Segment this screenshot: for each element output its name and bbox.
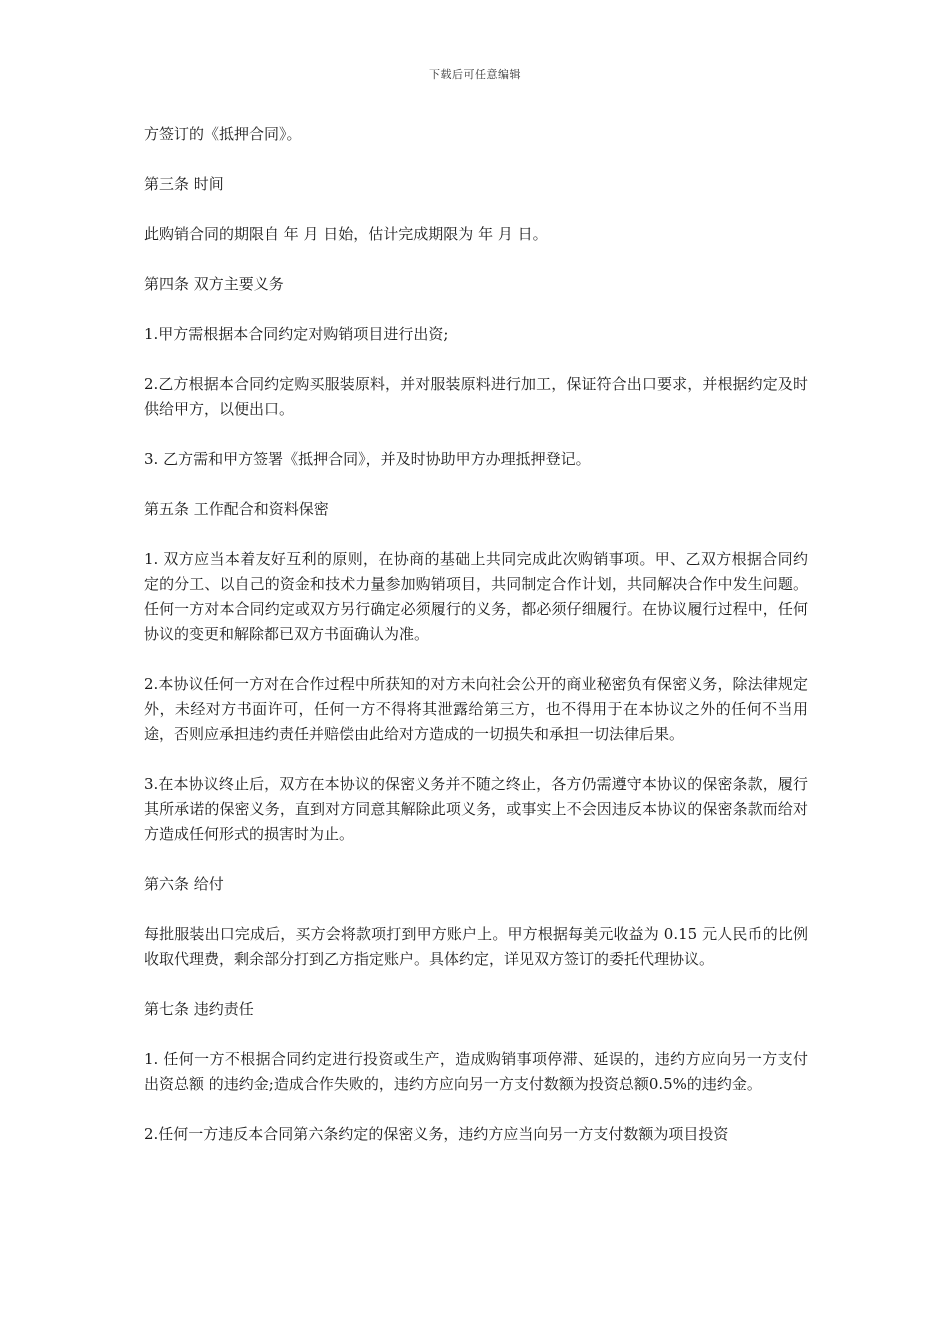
section-heading-obligations: 第四条 双方主要义务 (144, 275, 284, 293)
paragraph-liability-1: 1. 任何一方不根据合同约定进行投资或生产，造成购销事项停滞、延误的，违约方应向另一方支付出资总额 的违约金;造成合作失败的，违约方应向另一方支付数额为投资总额0.5%的违约金。 (144, 1050, 808, 1093)
paragraph-term: 此购销合同的期限自 年 月 日始，估计完成期限为 年 月 日。 (144, 225, 548, 243)
paragraph-confidentiality-3: 3.在本协议终止后，双方在本协议的保密义务并不随之终止，各方仍需遵守本协议的保密条款，履行其所承诺的保密义务，直到对方同意其解除此项义务，或事实上不会因违反本协议的保密条款而给对方造成任何形式的损害时为止。 (144, 775, 808, 843)
section-heading-liability: 第七条 违约责任 (144, 1000, 254, 1018)
paragraph-confidentiality-2: 2.本协议任何一方对在合作过程中所获知的对方未向社会公开的商业秘密负有保密义务，除法律规定外，未经对方书面许可，任何一方不得将其泄露给第三方，也不得用于在本协议之外的任何不当用途，否则应承担违约责任并赔偿由此给对方造成的一切损失和承担一切法律后果。 (144, 675, 808, 743)
document-body (144, 122, 808, 1172)
paragraph-obligation-1: 1.甲方需根据本合同约定对购销项目进行出资; (144, 325, 449, 343)
paragraph-liability-2: 2.任何一方违反本合同第六条约定的保密义务，违约方应当向另一方支付数额为项目投资 (144, 1125, 729, 1143)
paragraph-obligation-2: 2.乙方根据本合同约定购买服装原料，并对服装原料进行加工，保证符合出口要求，并根据约定及时供给甲方，以便出口。 (144, 375, 808, 418)
section-heading-payment: 第六条 给付 (144, 875, 224, 893)
paragraph-payment: 每批服装出口完成后，买方会将款项打到甲方账户上。甲方根据每美元收益为 0.15 元人民币的比例收取代理费，剩余部分打到乙方指定账户。具体约定，详见双方签订的委托代理协议。 (144, 925, 808, 968)
paragraph-obligation-3: 3. 乙方需和甲方签署《抵押合同》，并及时协助甲方办理抵押登记。 (144, 450, 591, 468)
page-header: 下载后可任意编辑 (429, 68, 521, 81)
section-heading-confidentiality: 第五条 工作配合和资料保密 (144, 500, 329, 518)
paragraph-continuation: 方签订的《抵押合同》。 (144, 125, 302, 143)
section-heading-time: 第三条 时间 (144, 175, 224, 193)
paragraph-confidentiality-1: 1. 双方应当本着友好互利的原则，在协商的基础上共同完成此次购销事项。甲、乙双方根据合同约定的分工、以自己的资金和技术力量参加购销项目，共同制定合作计划，共同解决合作中发生问题。任何一方对本合同约定或双方另行确定必须履行的义务，都必须仔细履行。在协议履行过程中，任何协议的变更和解除都已双方书面确认为准。 (144, 550, 808, 643)
